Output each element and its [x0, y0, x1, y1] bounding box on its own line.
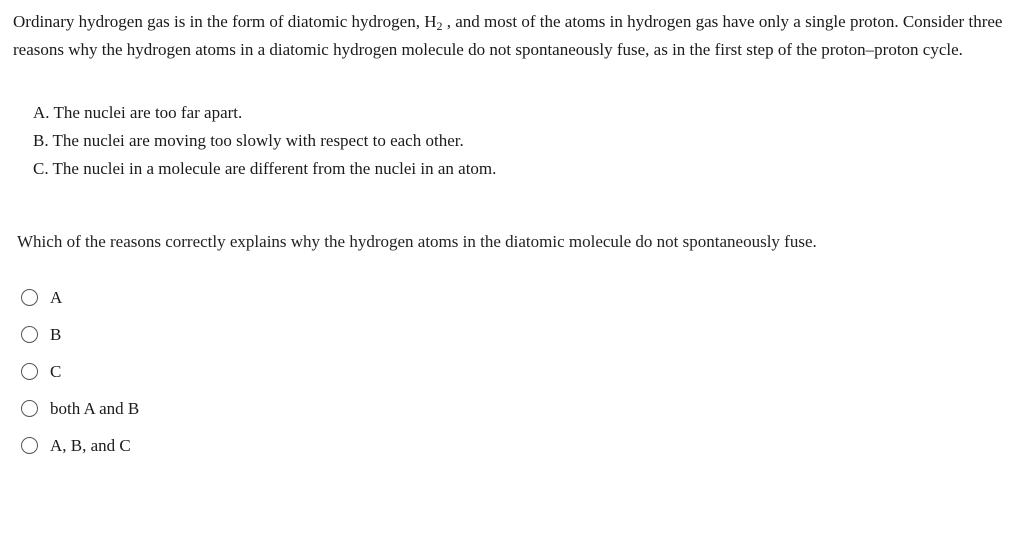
- choice-label: C: [50, 361, 62, 381]
- answer-choices: [21, 279, 139, 464]
- question-intro: [13, 8, 1013, 64]
- reason-a: A. The nuclei are too far apart.: [33, 103, 243, 122]
- choice-both-a-and-b[interactable]: [21, 390, 139, 427]
- reason-c: C. The nuclei in a molecule are different from the nuclei in an atom.: [33, 159, 497, 178]
- choice-a-b-and-c[interactable]: [21, 427, 139, 464]
- reason-b: B. The nuclei are moving too slowly with respect to each other.: [33, 131, 464, 150]
- radio-button-icon[interactable]: [21, 437, 38, 454]
- choice-label: A, B, and C: [50, 435, 131, 455]
- radio-button-icon[interactable]: [21, 400, 38, 417]
- intro-text-part1: Ordinary hydrogen gas is in the form of diatomic hydrogen, H: [13, 12, 437, 31]
- choice-label: both A and B: [50, 398, 140, 418]
- choice-a[interactable]: [21, 279, 139, 316]
- reasons-list: [33, 99, 496, 183]
- radio-button-icon[interactable]: [21, 289, 38, 306]
- choice-label: A: [50, 287, 63, 307]
- intro-text-part2: , and most of the atoms in hydrogen gas have only a single proton. Consider three reasons why the hydrogen atoms in a diatomic hydrogen molecule do not spontaneously fuse, as in the first step of the proton–proton cycle.: [13, 12, 1003, 59]
- choice-b[interactable]: [21, 316, 139, 353]
- h2-subscript: 2: [436, 19, 443, 33]
- radio-button-icon[interactable]: [21, 326, 38, 343]
- choice-label: B: [50, 324, 62, 344]
- question-prompt: Which of the reasons correctly explains why the hydrogen atoms in the diatomic molecule do not spontaneously fuse.: [17, 232, 817, 251]
- choice-c[interactable]: [21, 353, 139, 390]
- radio-button-icon[interactable]: [21, 363, 38, 380]
